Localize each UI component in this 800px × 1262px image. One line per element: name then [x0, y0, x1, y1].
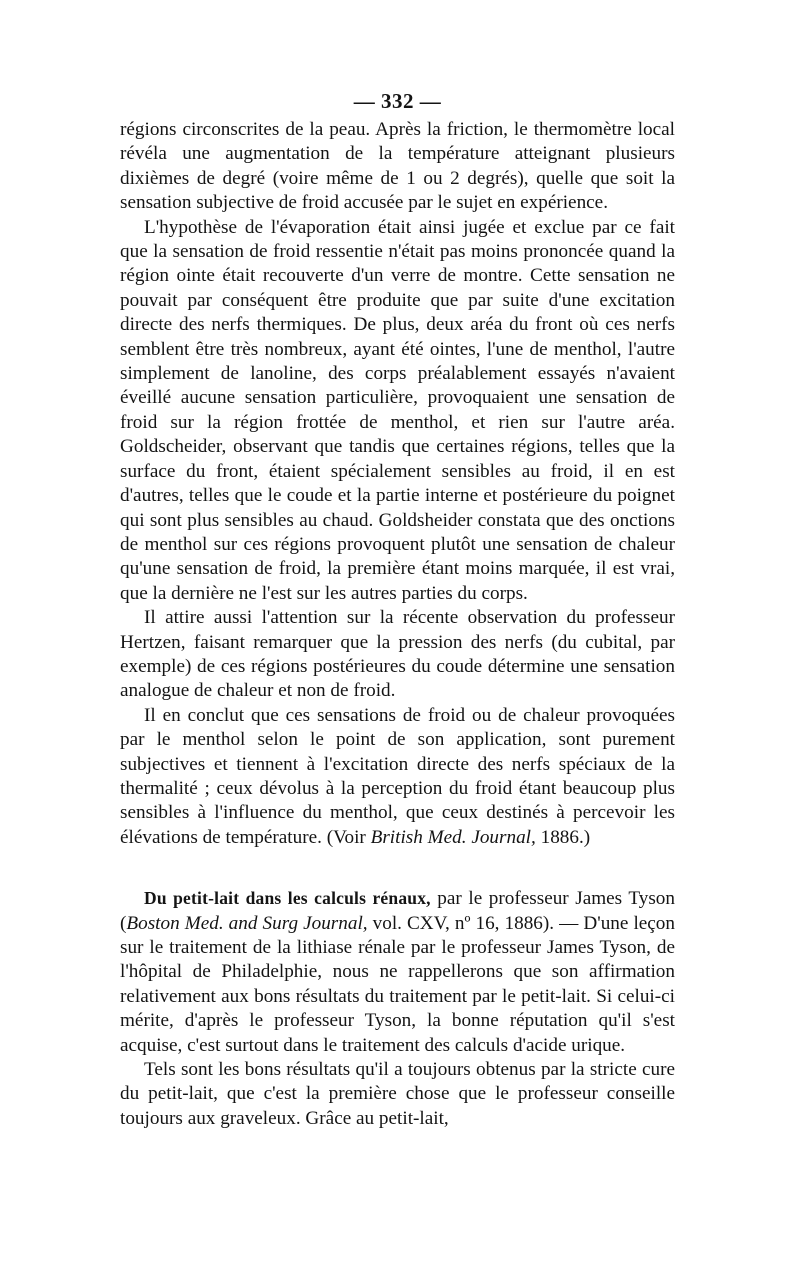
article-heading: Du petit-lait dans les calculs rénaux, — [144, 888, 431, 909]
conclusion-text: Il en conclut que ces sensations de froid ou de chaleur provoquées par le menthol selon le point de son application, sont purement subjectives et tiennent à l'excitation directe des nerfs spéciaux de la thermalité ; ceux dévolus à la perception du froid étant beaucoup plus sensibles à l'influence du menthol, que ceux destinés à percevoir les élévations de température. (Voir — [120, 704, 675, 848]
article-body: vol. CXV, nº 16, 1886). — D'une leçon sur le traitement de la lithiase rénale par le professeur James Tyson, de l'hôpital de Philadelphie, nous ne rappellerons que son affirmation relativement aux bons résultats du traitement par le petit-lait. Si celui-ci mérite, d'après le professeur Tyson, la bonne réputation qu'il s'est acquise, c'est surtout dans le traitement des calculs d'acide urique. — [120, 912, 675, 1056]
conclusion-year: 1886.) — [535, 826, 591, 848]
paragraph-conclusion — [120, 704, 675, 850]
citation-british-med-journal: British Med. Journal, — [370, 826, 536, 848]
article-intro: par le professeur James Tyson ( — [120, 888, 675, 934]
paragraph-continuation: régions circonscrites de la peau. Après la friction, le thermomètre local révéla une augmentation de la température atteignant plusieurs dixièmes de degré (voire même de 1 ou 2 degrés), quelle que soit la sensation subjective de froid accusée par le sujet en expérience. — [120, 119, 675, 214]
paragraph-evaporation-hypothesis: L'hypothèse de l'évaporation était ainsi jugée et exclue par ce fait que la sensation de froid ressentie n'était pas moins prononcée quand la région ointe était recouverte d'un verre de montre. Cette sensation ne pouvait par conséquent être produite que par suite d'une excitation directe des nerfs thermiques. De plus, deux aréa du front où ces nerfs semblent être très nombreux, ayant été ointes, l'une de menthol, l'autre simplement de lanoline, des corps préalablement essayés n'avaient éveillé aucune sensation particulière, provoquaient une sensation de froid sur la région frottée de menthol, et rien sur l'autre aréa. Goldscheider, observant que tandis que certaines régions, telles que la surface du front, étaient spécialement sensibles au froid, il en est d'autres, telles que le coude et la partie interne et postérieure du poignet qui sont plus sensibles au chaud. Goldsheider constata que des onctions de menthol sur ces régions provoquent plutôt une sensation de chaleur qu'une sensation de froid, la première étant moins marquée, il est vrai, que la dernière ne l'est sur les autres parties du corps. — [120, 216, 675, 604]
page-number: — 332 — — [353, 89, 442, 113]
citation-boston-journal: Boston Med. and Surg Journal, — [126, 912, 368, 934]
paragraph-petit-lait-article — [120, 886, 675, 1058]
book-page — [120, 88, 675, 1131]
paragraph-results: Tels sont les bons résultats qu'il a toujours obtenus par la stricte cure du petit-lait, que c'est la première chose que le professeur conseille toujours aux graveleux. Grâce au petit-lait, — [120, 1059, 675, 1129]
paragraph-hertzen-observation: Il attire aussi l'attention sur la récente observation du professeur Hertzen, faisant remarquer que la pression des nerfs (du cubital, par exemple) de ces régions postérieures du coude détermine une sensation analogue de chaleur et non de froid. — [120, 607, 675, 702]
